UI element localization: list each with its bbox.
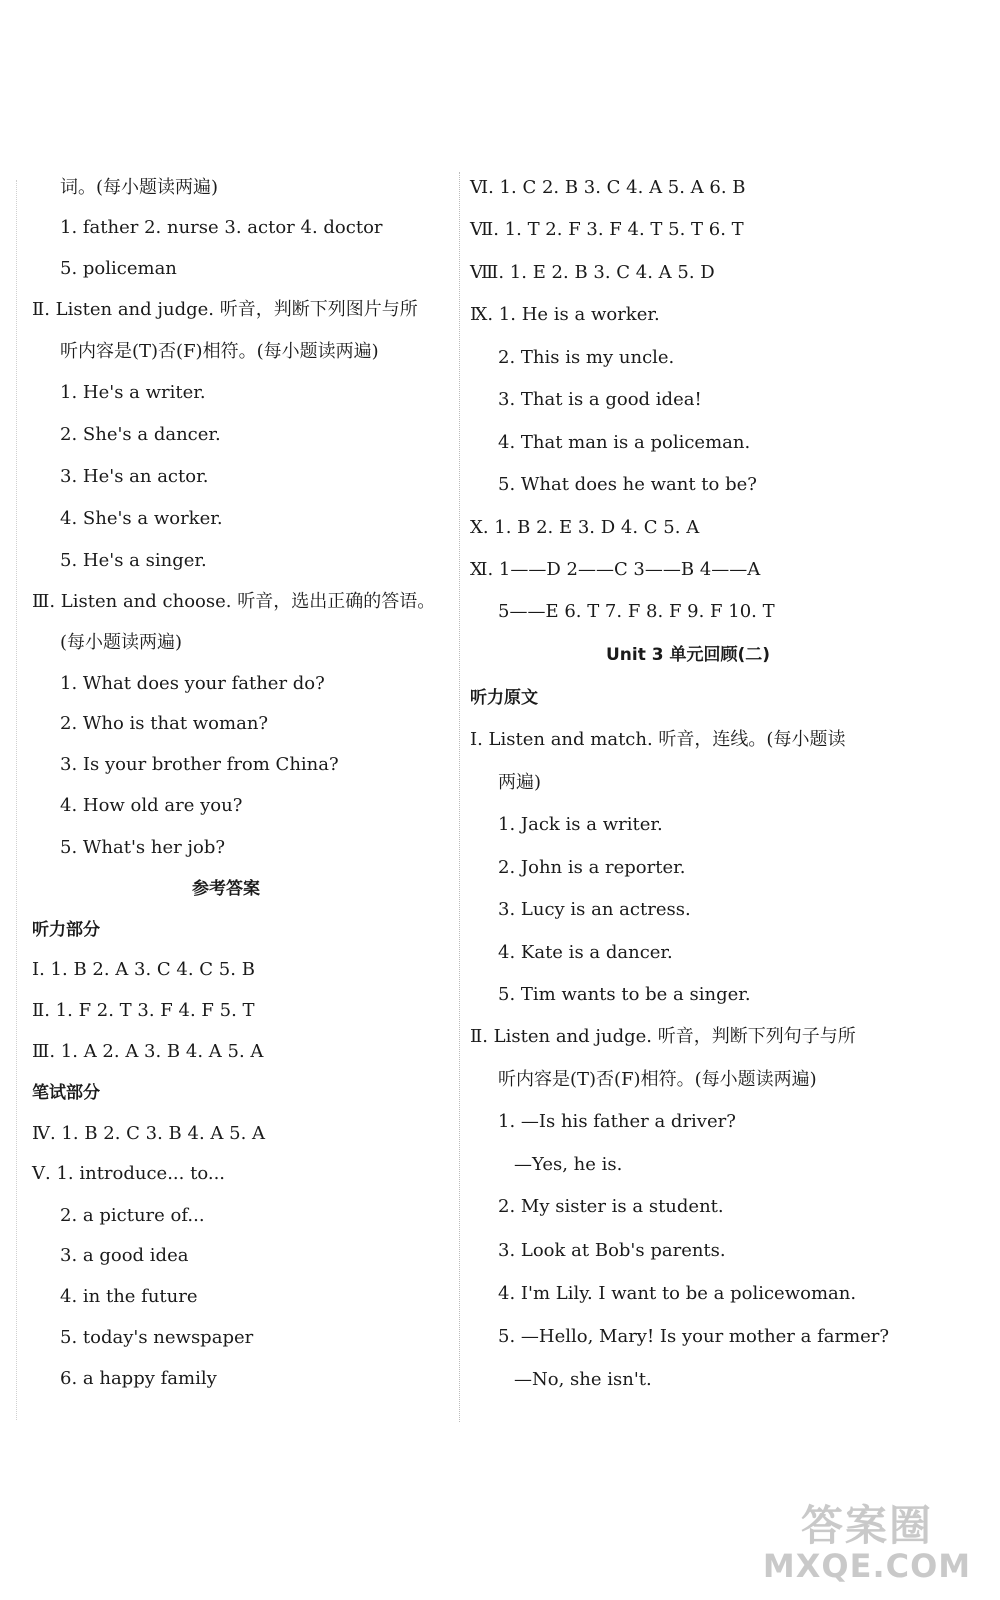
page-edge-rule: [16, 180, 17, 1420]
section-heading: Ⅱ. Listen and judge. 听音，判断下列图片与所: [32, 299, 418, 320]
section-heading: Ⅲ. Listen and choose. 听音，选出正确的答语。: [32, 591, 436, 612]
written-part-heading: 笔试部分: [32, 1083, 100, 1103]
answer-line: 5. today's newspaper: [60, 1327, 254, 1348]
answer-line: Ⅱ. 1. F 2. T 3. F 4. F 5. T: [32, 1000, 255, 1021]
answer-line: 5. What does he want to be?: [498, 474, 757, 495]
listening-script-heading: 听力原文: [470, 688, 538, 708]
section-heading: Ⅱ. Listen and judge. 听音，判断下列句子与所: [470, 1026, 856, 1047]
listening-part-heading: 听力部分: [32, 920, 100, 940]
answer-line: 2. a picture of...: [60, 1205, 205, 1226]
text-line: 1. What does your father do?: [60, 673, 325, 694]
text-line: 3. Is your brother from China?: [60, 754, 339, 775]
text-line: 1. father 2. nurse 3. actor 4. doctor: [60, 217, 383, 238]
text-line: 2. Who is that woman?: [60, 713, 269, 734]
text-line: 4. How old are you?: [60, 795, 243, 816]
column-divider: [459, 172, 460, 1422]
text-line: 3. He's an actor.: [60, 466, 209, 487]
answer-line: Ⅳ. 1. B 2. C 3. B 4. A 5. A: [32, 1123, 266, 1144]
answer-line: Ⅹ. 1. B 2. E 3. D 4. C 5. A: [470, 517, 700, 538]
watermark-domain: MXQE.COM: [762, 1547, 972, 1585]
text-line: 词。(每小题读两遍): [60, 177, 219, 198]
text-line: 5. He's a singer.: [60, 550, 207, 571]
section-heading: Ⅰ. Listen and match. 听音，连线。(每小题读: [470, 729, 846, 750]
unit-review-title: Unit 3 单元回顾(二): [606, 645, 771, 665]
text-line: 2. John is a reporter.: [498, 857, 686, 878]
text-line: 5. What's her job?: [60, 837, 226, 858]
answer-line: 4. in the future: [60, 1286, 198, 1307]
answer-line: 3. a good idea: [60, 1245, 189, 1266]
answer-line: Ⅲ. 1. A 2. A 3. B 4. A 5. A: [32, 1041, 264, 1062]
text-line: 5. Tim wants to be a singer.: [498, 984, 751, 1005]
watermark-logo: [752, 1493, 982, 1593]
answer-key-title: 参考答案: [192, 879, 260, 899]
text-line: 4. I'm Lily. I want to be a policewoman.: [498, 1283, 857, 1304]
text-line: 3. Lucy is an actress.: [498, 899, 691, 920]
text-line: 2. My sister is a student.: [498, 1196, 724, 1217]
answer-line: Ⅺ. 1——D 2——C 3——B 4——A: [470, 559, 761, 580]
answer-line: Ⅸ. 1. He is a worker.: [470, 304, 660, 325]
text-line: 1. —Is his father a driver?: [498, 1111, 736, 1132]
answer-line: 4. That man is a policeman.: [498, 432, 751, 453]
text-line: 听内容是(T)否(F)相符。(每小题读两遍): [498, 1069, 817, 1090]
answer-line: 3. That is a good idea!: [498, 389, 702, 410]
text-line: 2. She's a dancer.: [60, 424, 221, 445]
answer-line: Ⅰ. 1. B 2. A 3. C 4. C 5. B: [32, 959, 255, 980]
answer-line: 5——E 6. T 7. F 8. F 9. F 10. T: [498, 601, 775, 622]
answer-line: 2. This is my uncle.: [498, 347, 675, 368]
text-line: (每小题读两遍): [60, 632, 183, 653]
answer-line: Ⅴ. 1. introduce... to...: [32, 1163, 226, 1184]
answer-line: Ⅷ. 1. E 2. B 3. C 4. A 5. D: [470, 262, 715, 283]
watermark-chinese: 答案圈: [800, 1501, 933, 1550]
answer-line: Ⅵ. 1. C 2. B 3. C 4. A 5. A 6. B: [470, 177, 746, 198]
text-line: 两遍): [498, 772, 542, 793]
answer-line: 6. a happy family: [60, 1368, 217, 1389]
answer-line: Ⅶ. 1. T 2. F 3. F 4. T 5. T 6. T: [470, 219, 744, 240]
text-line: 5. policeman: [60, 258, 177, 279]
text-line: 4. Kate is a dancer.: [498, 942, 673, 963]
text-line: 1. Jack is a writer.: [498, 814, 663, 835]
text-line: 4. She's a worker.: [60, 508, 223, 529]
text-line: —Yes, he is.: [514, 1154, 623, 1175]
text-line: 听内容是(T)否(F)相符。(每小题读两遍): [60, 341, 379, 362]
text-line: —No, she isn't.: [514, 1369, 652, 1390]
text-line: 1. He's a writer.: [60, 382, 206, 403]
text-line: 3. Look at Bob's parents.: [498, 1240, 726, 1261]
text-line: 5. —Hello, Mary! Is your mother a farmer?: [498, 1326, 890, 1347]
